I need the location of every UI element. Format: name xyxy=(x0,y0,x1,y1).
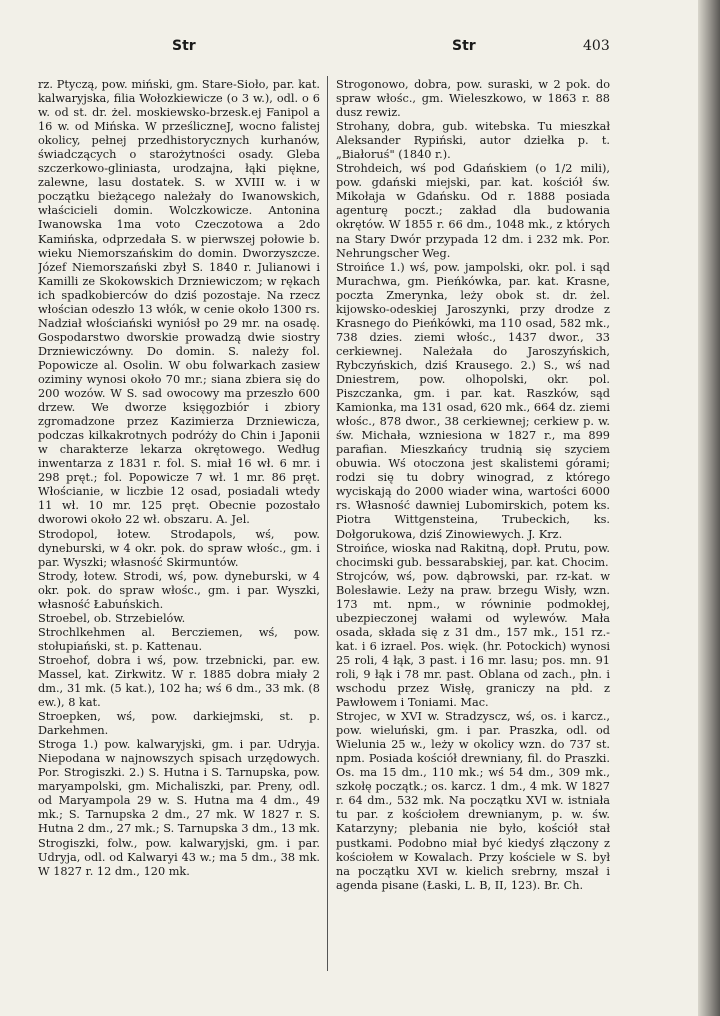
entry-paragraph: Strojców, wś, pow. dąbrowski, par. rz-kat. w Bolesławie. Leży na praw. brzegu Wisły, wzn. 173 mt. npm., w równinie podmokłej, ubezpieczonej wałami od wylewów. Mała osada, składa się z 31 dm., 157 mk., 151 rz.-kat. i 6 izrael. Pos. więk. (hr. Potockich) wynosi 25 roli, 4 łąk, 3 past. i 16 mr. lasu; pos. mn. 91 roli, 9 łąk i 78 mr. past. Oblana od zach., płn. i wschodu przez Wisłę, graniczy na płd. z Pawłowem i Toniami. Mac. xyxy=(336,569,610,710)
running-head-left: Str xyxy=(172,38,196,54)
entry-paragraph: Stroehof, dobra i wś, pow. trzebnicki, par. ew. Massel, kat. Zirkwitz. W r. 1885 dobra miały 2 dm., 31 mk. (5 kat.), 102 ha; wś 6 dm., 33 mk. (8 ew.), 8 kat. xyxy=(38,653,320,710)
entry-paragraph: Stroińce 1.) wś, pow. jampolski, okr. pol. i sąd Murachwa, gm. Pieńkówka, par. kat. Krasne, poczta Zmerynka, leży obok st. dr. żel. kijowsko-odeskiej Jaroszynki, przy drodze z Krasnego do Pieńkówki, ma 110 osad, 582 mk., 738 dzies. ziemi włośc., 1437 dwor., 33 cerkiewnej. Należała do Jaroszyńskich, Rybczyńskich, dziś Krausego. 2.) S., wś nad Dniestrem, pow. olhopolski, okr. pol. Piszczanka, gm. i par. kat. Raszków, sąd Kamionka, ma 131 osad, 620 mk., 664 dz. ziemi włośc., 878 dwor., 38 cerkiewnej; cerkiew p. w. św. Michała, wzniesiona w 1827 r., ma 899 parafian. Mieszkańcy trudnią się szyciem obuwia. Wś otoczona jest skalistemi górami; rodzi się tu dobry winograd, z którego wyciskają do 2000 wiader wina, wartości 6000 rs. Własność dawniej Lubomirskich, potem ks. Piotra Wittgensteina, Trubeckich, ks. Dołgorukowa, dziś Zinowiewych. J. Krz. xyxy=(336,260,610,541)
entry-paragraph: Strojec, w XVI w. Stradzyscz, wś, os. i karcz., pow. wieluński, gm. i par. Praszka, odl. od Wielunia 25 w., leży w okolicy wzn. do 737 st. npm. Posiada kościół drewniany, fil. do Praszki. Os. ma 15 dm., 110 mk.; wś 54 dm., 309 mk., szkołę początk.; os. karcz. 1 dm., 4 mk. W 1827 r. 64 dm., 532 mk. Na początku XVI w. istniała tu par. z kościołem drewnianym, p. w. św. Katarzyny; plebania nie było, kościół stał pustkami. Podobno miał być kiedyś złączony z kościołem w Kowalach. Przy kościele w S. był na początku XVI w. kielich srebrny, mszał i agenda pisane (Łaski, L. B, II, 123). Br. Ch. xyxy=(336,710,610,892)
entry-paragraph: Strohany, dobra, gub. witebska. Tu mieszkał Aleksander Rypiński, autor dziełka p. t. „Białoruś" (1840 r.). xyxy=(336,120,610,162)
entry-paragraph: Strohdeich, wś pod Gdańskiem (o 1/2 mili), pow. gdański miejski, par. kat. kościół św. Mikołaja w Gdańsku. Od r. 1888 posiada agenturę poczt.; zakład dla budowania okrętów. W 1855 r. 66 dm., 1048 mk., z których na Stary Dwór przypada 12 dm. i 232 mk. Por. Nehrungscher Weg. xyxy=(336,162,610,260)
entry-paragraph: rz. Ptyczą, pow. miński, gm. Stare-Sioło, par. kat. kalwaryjska, filia Wołozkiewicze (o 3 w.), odl. o 6 w. od st. dr. żel. moskiewsko-brzesk.ej Fanipol a 16 w. od Mińska. W prześliczneJ, wocno falistej okolicy, pełnej przedhistorycznych kurhanów, świadczących o starożytności osady. Gleba szczerkowo-gliniasta, urodzajna, łąki piękne, zalewne, lasu dostatek. S. w XVIII w. i w początku bieżącego należały do Iwanowskich, właścicieli domin. Wolczkowicze. Antonina Iwanowska 1ma voto Czeczotowa a 2do Kamińska, odprzedała S. w pierwszej połowie b. wieku Niemorszańskim do domin. Dworzyszcze. Józef Niemorszański zbył S. 1840 r. Julianowi i Kamilli ze Skokowskich Drzniewiczom; w rękach ich spadkobierców do dziś pozostaje. Na rzecz włościan odeszło 13 włók, w cenie około 1300 rs. Nadział włościański wyniósł po 29 mr. na osadę. Gospodarstwo dworskie prowadzą dwie siostry Drzniewiczówny. Do domin. S. należy fol. Popowicze al. Osolin. W obu folwarkach zasiew oziminy wynosi około 70 mr.; siana zbiera się do 200 wozów. W S. sad owocowy ma przeszło 600 drzew. We dworze księgozbiór i zbiory zgromadzone przez Kazimierza Drzniewicza, podczas kilkakrotnych podróży do Chin i Japonii w charakterze lekarza okrętowego. Według inwentarza z 1831 r. fol. S. miał 16 wł. 6 mr. i 298 pręt.; fol. Popowicze 7 wł. 1 mr. 86 pręt. Włościanie, w liczbie 12 osad, posiadali wtedy 11 wł. 10 mr. 125 pręt. Obecnie pozostało dworowi około 22 wł. obszaru. A. Jel. xyxy=(38,78,320,527)
column-divider xyxy=(327,76,328,971)
entry-paragraph: Strogonowo, dobra, pow. suraski, w 2 pok. do spraw włośc., gm. Wieleszkowo, w 1863 r. 88 dusz rewiz. xyxy=(336,78,610,120)
entry-paragraph: Strodopol, łotew. Strodapols, wś, pow. dyneburski, w 4 okr. pok. do spraw włośc., gm. i par. Wyszki; własność Skirmuntów. xyxy=(38,527,320,569)
entry-paragraph: Stroepken, wś, pow. darkiejmski, st. p. Darkehmen. xyxy=(38,710,320,738)
entry-paragraph: Stroga 1.) pow. kalwaryjski, gm. i par. Udryja. Niepodana w najnowszych spisach urzędowych. Por. Strogiszki. 2.) S. Hutna i S. Tarnupska, pow. maryampolski, gm. Michaliszki, par. Preny, odl. od Maryampola 29 w. S. Hutna ma 4 dm., 49 mk.; S. Tarnupska 2 dm., 27 mk. W 1827 r. S. Hutna 2 dm., 27 mk.; S. Tarnupska 3 dm., 13 mk. xyxy=(38,738,320,836)
page-number: 403 xyxy=(583,38,610,54)
page-edge-shadow xyxy=(698,0,720,1016)
entry-paragraph: Stroebel, ob. Strzebielów. xyxy=(38,611,186,625)
right-column xyxy=(336,78,610,958)
entry-paragraph: Strody, łotew. Strodi, wś, pow. dyneburski, w 4 okr. pok. do spraw włośc., gm. i par. Wyszki, własność Łabuńskich. xyxy=(38,569,320,611)
running-head-right: Str xyxy=(452,38,476,54)
left-column xyxy=(38,78,320,988)
entry-paragraph: Strogiszki, folw., pow. kalwaryjski, gm. i par. Udryja, odl. od Kalwaryi 43 w.; ma 5 dm., 38 mk. W 1827 r. 12 dm., 120 mk. xyxy=(38,836,320,878)
entry-paragraph: Strochlkehmen al. Bercziemen, wś, pow. stołupiański, st. p. Kattenau. xyxy=(38,625,320,653)
entry-paragraph: Stroińce, wioska nad Rakitną, dopł. Prutu, pow. chocimski gub. bessarabskiej, par. kat. Chocim. xyxy=(336,541,610,569)
